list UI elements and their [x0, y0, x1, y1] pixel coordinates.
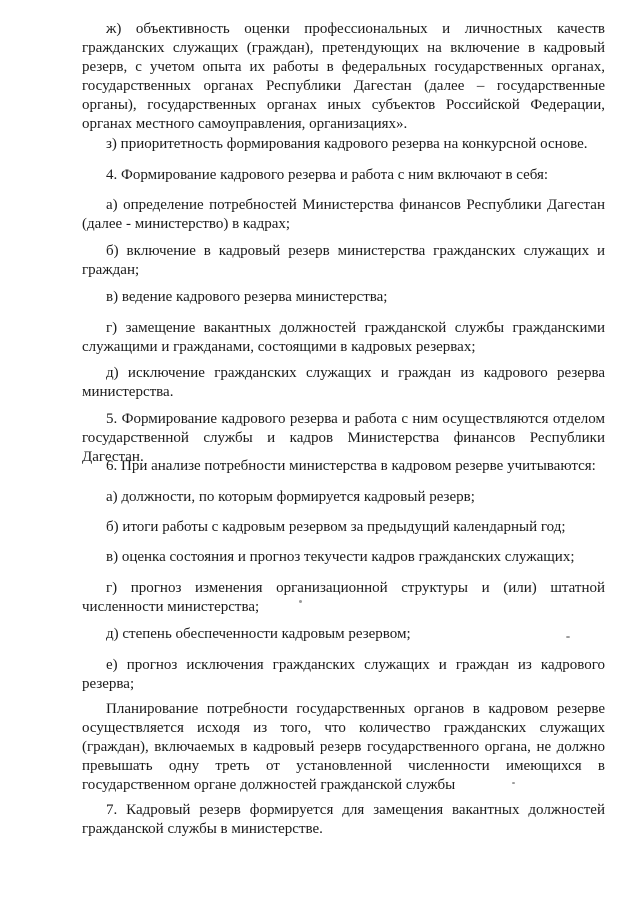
paragraph-6a: а) должности, по которым формируется кадровый резерв; [106, 489, 475, 505]
paragraph-z-competitive-basis: з) приоритетность формирования кадрового резерва на конкурсной основе. [106, 136, 588, 152]
paragraph-6-heading: 6. При анализе потребности министерства в кадровом резерве учитываются: [106, 458, 596, 474]
paragraph-4v: в) ведение кадрового резерва министерства; [106, 289, 388, 305]
paragraph-4-heading: 4. Формирование кадрового резерва и работа с ним включают в себя: [106, 167, 549, 183]
paragraph-6e: е) прогноз исключения гражданских служащих и граждан из кадрового резерва; [82, 657, 605, 692]
paragraph-5: 5. Формирование кадрового резерва и работа с ним осуществляются отделом государственной службы и кадров Министерства финансов Республики Дагестан. [82, 411, 605, 465]
paragraph-zh-objectivity: ж) объективность оценки профессиональных и личностных качеств гражданских служащих (граждан), претендующих на включение в кадровый резерв, с учетом опыта их работы в федеральных государственных органах, государственных органах Республики Дагестан (далее – государственные органы), государственных органах иных субъектов Российской Федерации, органах местного самоуправления, организациях». [82, 21, 605, 132]
paragraph-6v: в) оценка состояния и прогноз текучести кадров гражданских служащих; [106, 549, 575, 565]
paragraph-6d: д) степень обеспеченности кадровым резервом; [106, 626, 411, 642]
paragraph-4b: б) включение в кадровый резерв министерства гражданских служащих и граждан; [82, 243, 605, 278]
scan-speck [512, 782, 515, 784]
paragraph-7: 7. Кадровый резерв формируется для замещения вакантных должностей гражданской службы в министерстве. [82, 802, 605, 837]
scan-speck [566, 636, 570, 638]
paragraph-4d: д) исключение гражданских служащих и граждан из кадрового резерва министерства. [82, 365, 605, 400]
paragraph-planning: Планирование потребности государственных органов в кадровом резерве осуществляется исходя из того, что количество гражданских служащих (граждан), включаемых в кадровый резерв государственного органа, не должно превышать одну треть от установленной численности имеющихся в государственном органе должностей гражданской службы [82, 701, 605, 793]
paragraph-4a: а) определение потребностей Министерства финансов Республики Дагестан (далее - министерство) в кадрах; [82, 197, 605, 232]
paragraph-4g: г) замещение вакантных должностей гражданской службы гражданскими служащими и гражданами, состоящими в кадровых резервах; [82, 320, 605, 355]
paragraph-6b: б) итоги работы с кадровым резервом за предыдущий календарный год; [106, 519, 566, 535]
scan-speck [299, 600, 302, 603]
paragraph-6g: г) прогноз изменения организационной структуры и (или) штатной численности министерства; [82, 580, 605, 615]
